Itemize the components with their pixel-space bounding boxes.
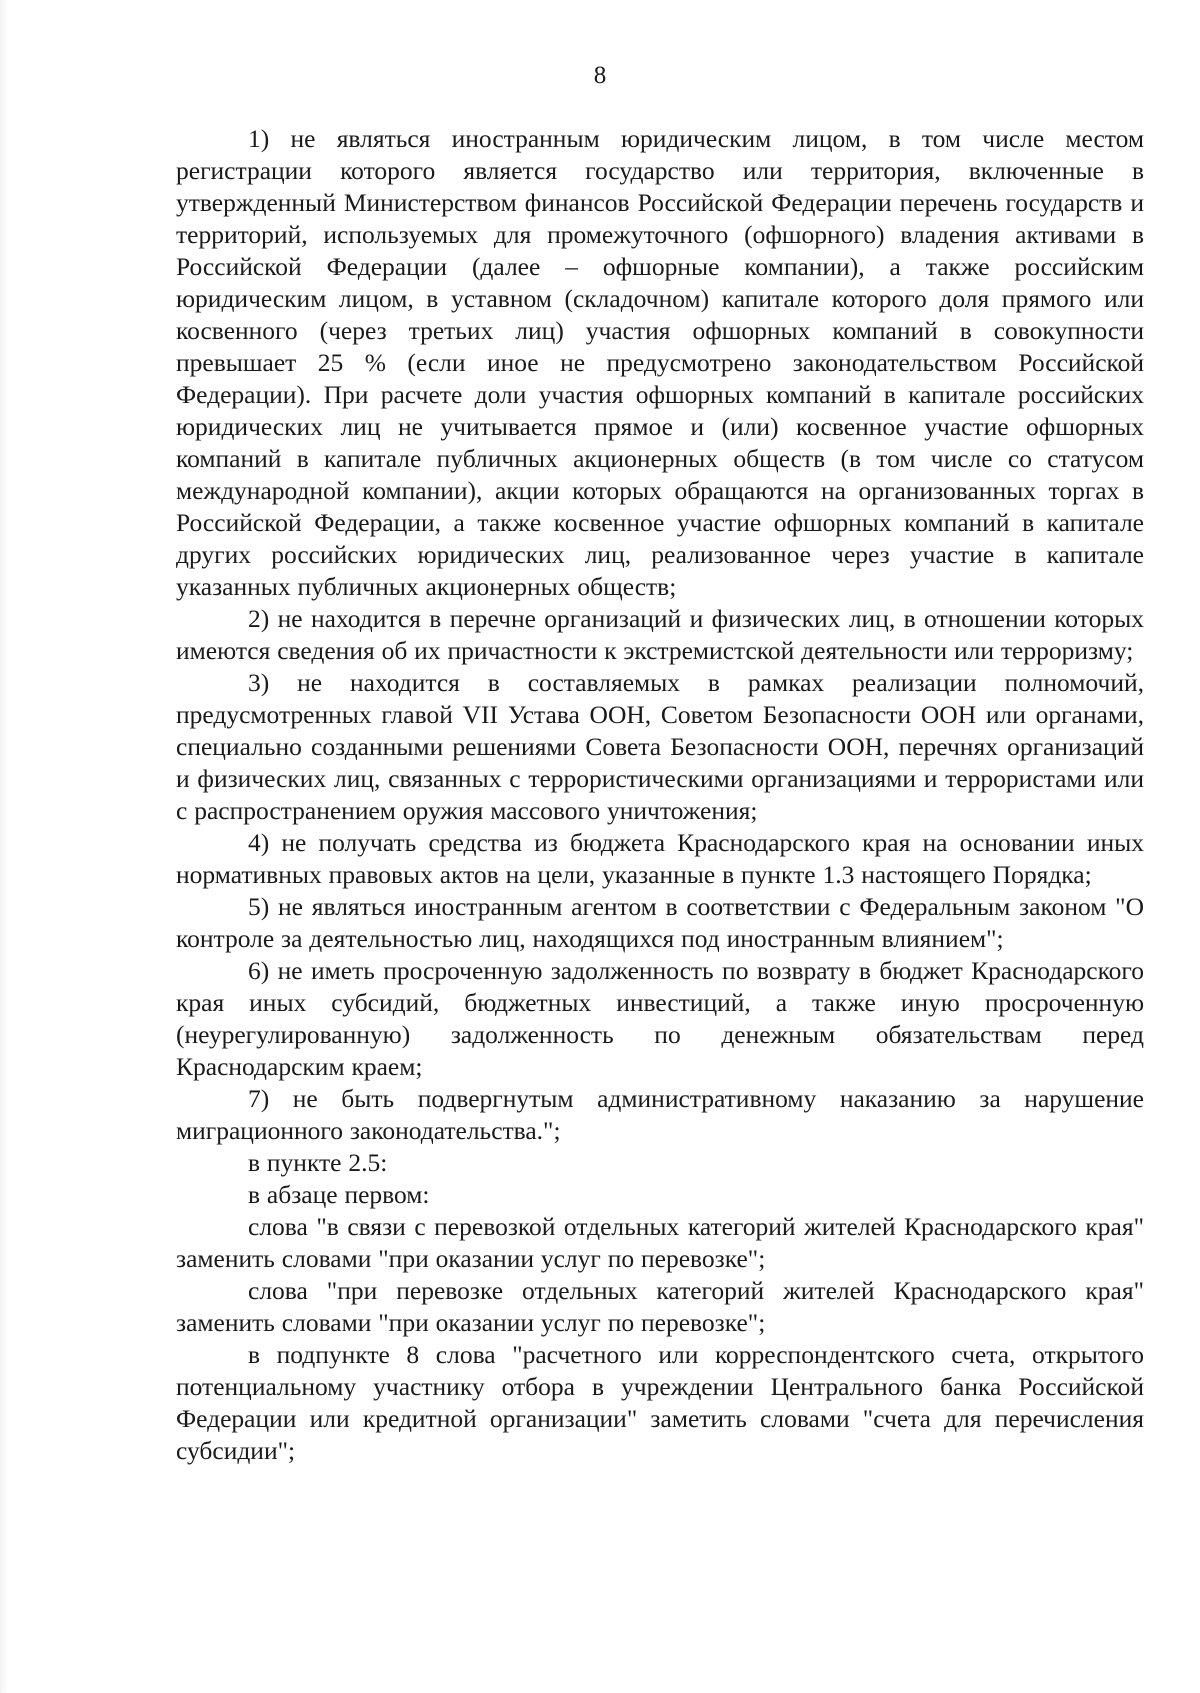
paragraph-subclause-8: в подпункте 8 слова "расчетного или корреспондентского счета, открытого потенциальному участнику отбора в учреждении Центрального банка Российской Федерации или кредитной организации" заметить словами "счета для перечисления субсидии"; [176,1340,1144,1465]
paragraph-item-2: 2) не находится в перечне организаций и физических лиц, в отношении которых имеются сведения об их причастности к экстремистской деятельности или терроризму; [176,604,1144,665]
paragraph-item-5: 5) не являться иностранным агентом в соответствии с Федеральным законом "О контроле за деятельностью лиц, находящихся под иностранным влиянием"; [176,892,1144,953]
paragraph-item-4: 4) не получать средства из бюджета Краснодарского края на основании иных нормативных правовых актов на цели, указанные в пункте 1.3 настоящего Порядка; [176,828,1144,889]
paragraph-item-7: 7) не быть подвергнутым административному наказанию за нарушение миграционного законодательства."; [176,1084,1144,1145]
paragraph-item-6: 6) не иметь просроченную задолженность по возврату в бюджет Краснодарского края иных субсидий, бюджетных инвестиций, а также иную просроченную (неурегулированную) задолженность по денежным обязательствам перед Краснодарским краем; [176,956,1144,1081]
paragraph-words-replacement-1: слова "в связи с перевозкой отдельных категорий жителей Краснодарского края" заменить словами "при оказании услуг по перевозке"; [176,1212,1144,1273]
paragraph-clause-2-5: в пункте 2.5: [248,1148,388,1177]
scan-edge-shadow [0,0,8,1693]
paragraph-item-3: 3) не находится в составляемых в рамках реализации полномочий, предусмотренных главой VII Устава ООН, Советом Безопасности ООН или органами, специально созданными решениями Совета Безопасности ООН, перечнях организаций и физических лиц, связанных с террористическими организациями и террористами или с распространением оружия массового уничтожения; [176,668,1144,825]
page-number: 8 [593,62,607,89]
paragraph-first-subparagraph: в абзаце первом: [248,1180,430,1209]
paragraph-item-1: 1) не являться иностранным юридическим лицом, в том числе местом регистрации которого является государство или территория, включенные в утвержденный Министерством финансов Российской Федерации перечень государств и территорий, используемых для промежуточного (офшорного) владения активами в Российской Федерации (далее – офшорные компании), а также российским юридическим лицом, в уставном (складочном) капитале которого доля прямого или косвенного (через третьих лиц) участия офшорных компаний в совокупности превышает 25 % (если иное не предусмотрено законодательством Российской Федерации). При расчете доли участия офшорных компаний в капитале российских юридических лиц не учитывается прямое и (или) косвенное участие офшорных компаний в капитале публичных акционерных обществ (в том числе со статусом международной компании), акции которых обращаются на организованных торгах в Российской Федерации, а также косвенное участие офшорных компаний в капитале других российских юридических лиц, реализованное через участие в капитале указанных публичных акционерных обществ; [176,124,1144,601]
paragraph-words-replacement-2: слова "при перевозке отдельных категорий жителей Краснодарского края" заменить словами "при оказании услуг по перевозке"; [176,1276,1144,1337]
document-body [176,123,1144,1467]
